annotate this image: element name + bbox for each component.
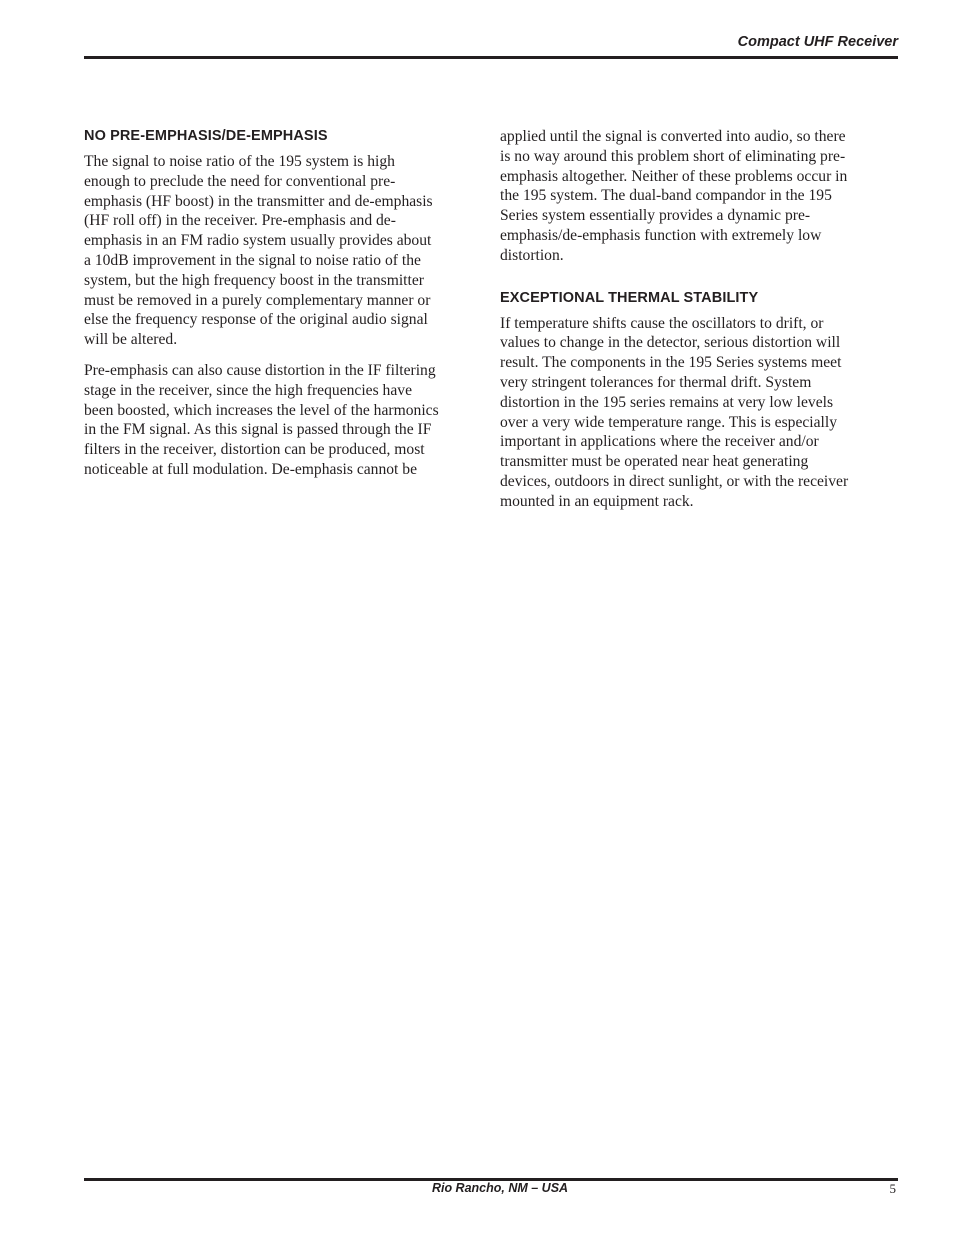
- text-line: (HF roll off) in the receiver. Pre-emphasis and de-: [84, 212, 396, 230]
- right-column: [500, 127, 896, 512]
- footer-location: Rio Rancho, NM – USA: [431, 1181, 569, 1195]
- header-rule: [84, 56, 898, 59]
- text-line: distortion in the 195 series remains at very low levels: [500, 393, 834, 411]
- text-line: emphasis/de-emphasis function with extremely low: [500, 226, 822, 244]
- text-line: is no way around this problem short of eliminating pre-: [500, 147, 846, 165]
- paragraph-continuation: [500, 127, 896, 266]
- text-line: emphasis in an FM radio system usually provides about: [84, 232, 432, 250]
- text-line: system, but the high frequency boost in the transmitter: [84, 271, 424, 289]
- text-line: mounted in an equipment rack.: [500, 492, 694, 510]
- left-column: [84, 127, 480, 480]
- page-number: 5: [889, 1181, 896, 1196]
- text-line: The signal to noise ratio of the 195 system is high: [84, 153, 395, 170]
- text-line: applied until the signal is converted into audio, so there: [500, 128, 846, 145]
- text-line: enough to preclude the need for conventional pre-: [84, 172, 396, 190]
- paragraph-if-distortion: [84, 361, 480, 480]
- text-line: values to change in the detector, serious distortion will: [500, 334, 841, 352]
- text-line: emphasis altogether. Neither of these problems occur in: [500, 167, 848, 185]
- text-line: important in applications where the receiver and/or: [500, 433, 819, 451]
- text-line: transmitter must be operated near heat generating: [500, 453, 809, 471]
- text-line: devices, outdoors in direct sunlight, or with the receiver: [500, 472, 849, 490]
- text-line: distortion.: [500, 246, 564, 264]
- paragraph-signal-to-noise: [84, 152, 480, 350]
- paragraph-spacer: [84, 350, 480, 361]
- text-line: very stringent tolerances for thermal drift. System: [500, 373, 812, 391]
- text-line: result. The components in the 195 Series systems meet: [500, 354, 842, 372]
- text-line: will be altered.: [84, 331, 178, 349]
- paragraph-thermal-stability: [500, 314, 896, 512]
- text-line: emphasis (HF boost) in the transmitter and de-emphasis: [84, 192, 433, 210]
- text-line: If temperature shifts cause the oscillators to drift, or: [500, 314, 824, 332]
- text-line: been boosted, which increases the level of the harmonics: [84, 401, 439, 419]
- section-heading-pre-emphasis: NO PRE-EMPHASIS/DE-EMPHASIS: [84, 128, 328, 144]
- text-line: in the FM signal. As this signal is passed through the IF: [84, 421, 432, 439]
- text-line: must be removed in a purely complementary manner or: [84, 291, 431, 309]
- text-line: a 10dB improvement in the signal to noise ratio of the: [84, 251, 421, 269]
- text-line: filters in the receiver, distortion can be produced, most: [84, 441, 425, 459]
- section-heading-thermal-stability: EXCEPTIONAL THERMAL STABILITY: [500, 289, 759, 306]
- text-line: noticeable at full modulation. De-emphasis cannot be: [84, 460, 417, 478]
- section-spacer: [500, 266, 896, 289]
- text-line: over a very wide temperature range. This is especially: [500, 413, 838, 431]
- text-line: else the frequency response of the original audio signal: [84, 311, 428, 329]
- running-header-title: Compact UHF Receiver: [737, 34, 898, 50]
- text-line: Series system essentially provides a dynamic pre-: [500, 207, 811, 225]
- text-line: stage in the receiver, since the high frequencies have: [84, 381, 412, 399]
- text-line: Pre-emphasis can also cause distortion in the IF filtering: [84, 361, 436, 379]
- text-line: the 195 system. The dual-band compandor in the 195: [500, 187, 832, 205]
